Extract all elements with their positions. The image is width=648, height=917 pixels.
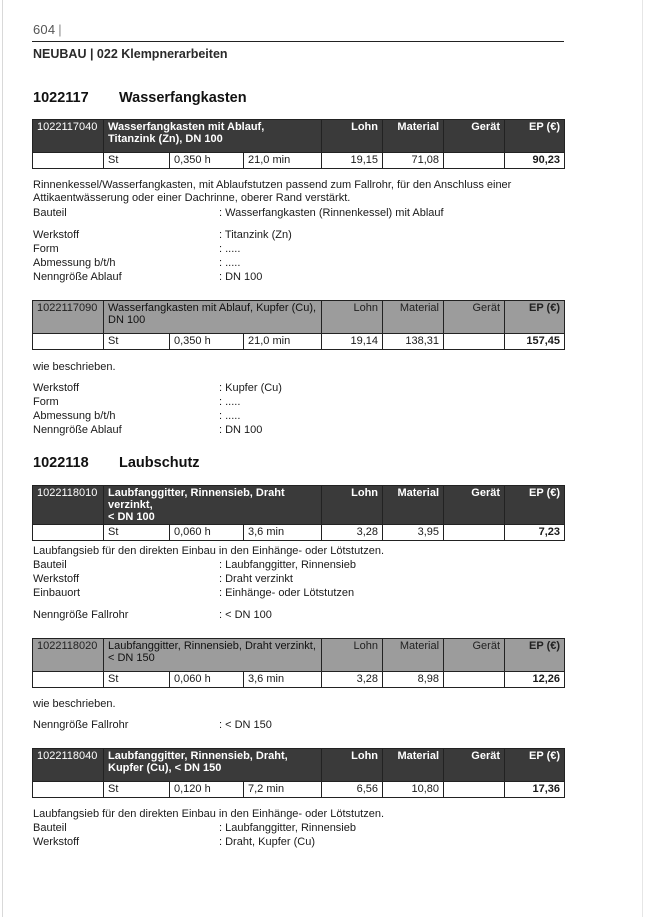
column-ep: EP (€): [505, 301, 565, 334]
empty-cell: [33, 525, 104, 541]
position-description: Laubfanggitter, Rinnensieb, Draht verzinkt, < DN 150: [104, 639, 322, 672]
empty-cell: [33, 672, 104, 688]
geraet-value: [444, 782, 505, 798]
position-table: [32, 485, 565, 541]
position-text: Laubfangsieb für den direkten Einbau in den Einhänge- oder Lötstutzen.: [33, 545, 385, 557]
geraet-value: [444, 672, 505, 688]
property-row: Bauteil : Laubfanggitter, Rinnensieb: [33, 822, 356, 834]
empty-cell: [33, 334, 104, 350]
ep-value: 17,36: [505, 782, 565, 798]
lohn-value: 3,28: [322, 672, 383, 688]
lohn-value: 19,14: [322, 334, 383, 350]
header-rule: [32, 41, 564, 42]
position-description: Laubfanggitter, Rinnensieb, Draht verzinkt, < DN 100: [104, 486, 322, 525]
position-code: 1022118020: [33, 639, 104, 672]
position-text: wie beschrieben.: [33, 361, 116, 373]
geraet-value: [444, 334, 505, 350]
material-value: 10,80: [383, 782, 444, 798]
material-value: 71,08: [383, 153, 444, 169]
geraet-value: [444, 153, 505, 169]
position-description: Laubfanggitter, Rinnensieb, Draht, Kupfer (Cu), < DN 150: [104, 749, 322, 782]
empty-cell: [33, 782, 104, 798]
column-geraet: Gerät: [444, 749, 505, 782]
unit: St: [104, 672, 170, 688]
material-value: 8,98: [383, 672, 444, 688]
hours: 0,060 h: [170, 672, 244, 688]
ep-value: 7,23: [505, 525, 565, 541]
property-row: Werkstoff : Titanzink (Zn): [33, 229, 292, 241]
property-row: Werkstoff : Draht verzinkt: [33, 573, 293, 585]
hours: 0,060 h: [170, 525, 244, 541]
position-table: [32, 300, 565, 350]
column-material: Material: [383, 486, 444, 525]
property-row: Nenngröße Fallrohr : < DN 150: [33, 719, 272, 731]
column-lohn: Lohn: [322, 120, 383, 153]
property-row: Abmessung b/t/h : .....: [33, 410, 241, 422]
page-number: 604 |: [33, 22, 62, 37]
material-value: 3,95: [383, 525, 444, 541]
property-row: Einbauort : Einhänge- oder Lötstutzen: [33, 587, 355, 599]
position-table: [32, 638, 565, 688]
minutes: 7,2 min: [244, 782, 322, 798]
property-row: Form : .....: [33, 243, 241, 255]
property-row: Form : .....: [33, 396, 241, 408]
position-code: 1022118010: [33, 486, 104, 525]
property-row: Nenngröße Ablauf : DN 100: [33, 271, 263, 283]
property-row: Nenngröße Fallrohr : < DN 100: [33, 609, 272, 621]
minutes: 21,0 min: [244, 334, 322, 350]
property-row: Werkstoff : Draht, Kupfer (Cu): [33, 836, 315, 848]
property-row: Abmessung b/t/h : .....: [33, 257, 241, 269]
minutes: 3,6 min: [244, 525, 322, 541]
position-table: [32, 748, 565, 798]
hours: 0,120 h: [170, 782, 244, 798]
column-geraet: Gerät: [444, 120, 505, 153]
section-title: NEUBAU | 022 Klempnerarbeiten: [33, 47, 228, 61]
column-material: Material: [383, 301, 444, 334]
column-geraet: Gerät: [444, 301, 505, 334]
column-geraet: Gerät: [444, 639, 505, 672]
material-value: 138,31: [383, 334, 444, 350]
page-edge-right: [642, 0, 643, 917]
column-ep: EP (€): [505, 486, 565, 525]
property-row: Bauteil : Wasserfangkasten (Rinnenkessel) mit Ablauf: [33, 207, 444, 219]
column-lohn: Lohn: [322, 639, 383, 672]
empty-cell: [33, 153, 104, 169]
group-heading: 1022118 Laubschutz: [33, 455, 200, 471]
hours: 0,350 h: [170, 153, 244, 169]
lohn-value: 3,28: [322, 525, 383, 541]
ep-value: 157,45: [505, 334, 565, 350]
position-text: Rinnenkessel/Wasserfangkasten, mit Ablaufstutzen passend zum Fallrohr, für den Anschluss einer Attikaentwässerung oder einer Dachrinne, oberer Rand verstärkt.: [33, 179, 512, 204]
minutes: 3,6 min: [244, 672, 322, 688]
column-material: Material: [383, 749, 444, 782]
column-lohn: Lohn: [322, 749, 383, 782]
ep-value: 90,23: [505, 153, 565, 169]
position-description: Wasserfangkasten mit Ablauf, Kupfer (Cu), DN 100: [104, 301, 322, 334]
position-code: 1022117090: [33, 301, 104, 334]
minutes: 21,0 min: [244, 153, 322, 169]
ep-value: 12,26: [505, 672, 565, 688]
unit: St: [104, 334, 170, 350]
property-row: Nenngröße Ablauf : DN 100: [33, 424, 263, 436]
geraet-value: [444, 525, 505, 541]
column-ep: EP (€): [505, 749, 565, 782]
unit: St: [104, 782, 170, 798]
position-text: wie beschrieben.: [33, 698, 116, 710]
property-row: Bauteil : Laubfanggitter, Rinnensieb: [33, 559, 356, 571]
column-material: Material: [383, 639, 444, 672]
unit: St: [104, 153, 170, 169]
column-ep: EP (€): [505, 120, 565, 153]
property-row: Werkstoff : Kupfer (Cu): [33, 382, 282, 394]
page-edge-left: [2, 0, 3, 917]
group-heading: 1022117 Wasserfangkasten: [33, 90, 247, 106]
column-material: Material: [383, 120, 444, 153]
position-text: Laubfangsieb für den direkten Einbau in den Einhänge- oder Lötstutzen.: [33, 808, 385, 820]
hours: 0,350 h: [170, 334, 244, 350]
column-ep: EP (€): [505, 639, 565, 672]
position-description: Wasserfangkasten mit Ablauf, Titanzink (Zn), DN 100: [104, 120, 322, 153]
column-lohn: Lohn: [322, 486, 383, 525]
unit: St: [104, 525, 170, 541]
position-code: 1022117040: [33, 120, 104, 153]
lohn-value: 19,15: [322, 153, 383, 169]
position-code: 1022118040: [33, 749, 104, 782]
position-table: [32, 119, 565, 169]
lohn-value: 6,56: [322, 782, 383, 798]
column-geraet: Gerät: [444, 486, 505, 525]
column-lohn: Lohn: [322, 301, 383, 334]
